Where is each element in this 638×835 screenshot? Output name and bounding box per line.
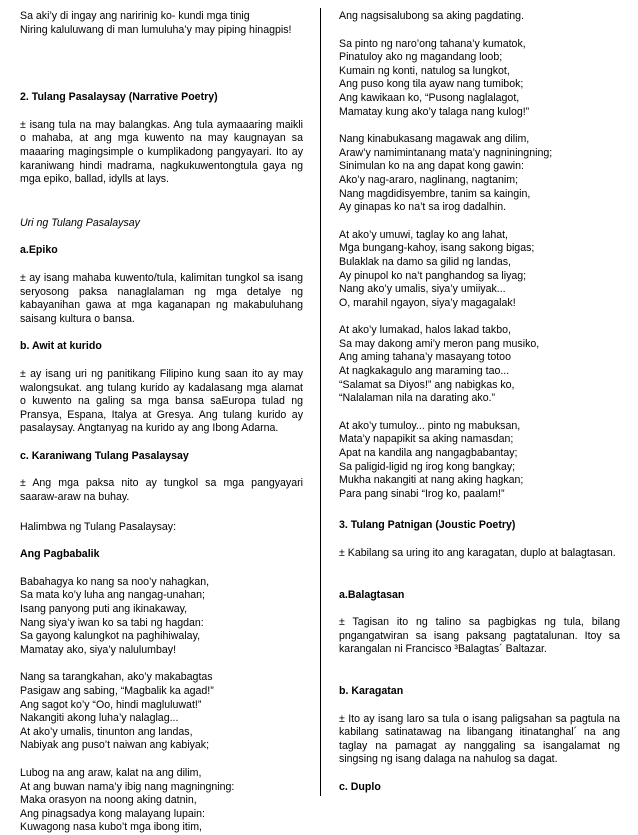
verse-line: Para pang sinabi “Irog ko, paalam!” [339,487,505,500]
karaniwang-heading: c. Karaniwang Tulang Pasalaysay [20,449,189,462]
verse-line: Ako’y nag-araro, naglinang, nagtanim; [339,173,519,186]
verse-line: “Salamat sa Diyos!” ang nabigkas ko, [339,378,515,391]
halimbawa-label: Halimbwa ng Tulang Pasalaysay: [20,520,177,533]
poem-title: Ang Pagbabalik [20,548,100,561]
verse-line: Sa mata ko’y luha ang nangag-unahan; [20,589,205,602]
verse-line: Nabiyak ang puso’t naiwan ang kabiyak; [20,739,210,752]
section-2-heading: 2. Tulang Pasalaysay (Narrative Poetry) [20,91,218,104]
verse-line: Sa paligid-ligid ng irog kong bangkay; [339,460,516,473]
verse-line: At ako’y umuwi, taglay ko ang lahat, [339,228,509,241]
right-column [339,10,620,795]
verse-line: Babahagya ko nang sa noo’y nahagkan, [20,575,210,588]
verse-line: Mukha nakangiti at nang aking hagkan; [339,474,524,487]
poem-stanza-7 [339,324,620,406]
verse-line: Mamatay kung ako’y talaga nang kulog!” [339,105,530,118]
verse-line: Nang siya’y iwan ko sa tabi ng hagdan: [20,616,204,629]
verse-line: O, marahil ngayon, siya’y magagalak! [339,296,516,309]
poem-continuation-line [339,10,620,24]
verse-line: Maka orasyon na noong aking datnin, [20,794,197,807]
verse-line: Mga bungang-kahoy, isang sakong bigas; [339,242,535,255]
verse-line: Nakangiti akong luha’y nalaglag... [20,712,179,725]
uri-heading: Uri ng Tulang Pasalaysay [20,216,140,229]
verse-line: Nang sa tarangkahan, ako’y makabagtas [20,671,213,684]
karaniwang-body: ± Ang mga paksa nito ay tungkol sa mga pangyayari saaraw-araw na buhay. [20,477,303,504]
section-2-body: ± isang tula na may balangkas. Ang tula aymaaaring maikli o mahaba, at ang mga kuwento na may kaugnayan sa maaaring magingsimple o kumplikadong pangyayari. Ito ay karaniwang hindi madrama, nagkukuwentongtula gaya ng mga epiko, ballad, idylls at lays. [20,118,303,186]
verse-line: Nang ako’y umalis, siya’y umiiyak... [339,283,506,296]
verse-line: Sinimulan ko na ang dapat kong gawin: [339,160,524,173]
intro-verse [20,10,303,37]
section-3-heading: 3. Tulang Patnigan (Joustic Poetry) [339,519,516,532]
epiko-heading: a.Epiko [20,244,58,257]
balagtasan-heading: a.Balagtasan [339,588,405,601]
verse-line: Mata’y napapikit sa aking namasdan; [339,433,514,446]
poem-stanza-4 [339,38,620,120]
verse-line: Kumain ng konti, natulog sa lungkot, [339,64,510,77]
balagtasan-body: ± Tagisan ito ng talino sa pagbigkas ng tula, bilang pngangatwiran sa isang paksang pagtatalunan. Itoy sa karangalan ni Francisco ³Balagtas´ Baltazar. [339,616,620,656]
poem-stanza-3 [20,767,303,835]
verse-line: Mamatay ako, siya’y nalulumbay! [20,643,177,656]
verse-line: Ang sagot ko’y “Oo, hindi magluluwat!” [20,698,202,711]
verse-line: Pinatuloy ako ng magandang loob; [339,51,503,64]
left-column [20,10,303,835]
verse-line: Sa may dakong ami’y meron pang musiko, [339,337,540,350]
poem-stanza-1 [20,576,303,658]
verse-line: Ang pinagsadya kong malayang lupain: [20,807,205,820]
verse-line: Ay pinupol ko na’t panghandog sa liyag; [339,269,527,282]
section-3-body: ± Kabilang sa uring ito ang karagatan, duplo at balagtasan. [339,547,616,559]
verse-line: Ang kawikaan ko, “Pusong naglalagot, [339,91,520,104]
verse-line: Niring kaluluwang di man lumuluha’y may piping hinagpis! [20,23,292,36]
verse-line: Araw’y namimintanang mata’y nagniningning; [339,146,553,159]
verse-line: At ako’y tumuloy... pinto ng mabuksan, [339,419,521,432]
verse-line: Ang nagsisalubong sa aking pagdating. [339,10,524,22]
verse-line: “Nalalaman nila na darating ako.” [339,392,496,405]
poem-stanza-5 [339,133,620,215]
verse-line: Sa pinto ng naro’ong tahana’y kumatok, [339,37,526,50]
verse-line: Nang magdidisyembre, tanim sa kaingin, [339,187,531,200]
verse-line: Kuwagong nasa kubo’t mga ibong itim, [20,821,202,834]
verse-line: Ay ginapas ko na’t sa irog dadalhin. [339,201,507,214]
verse-line: Apat na kandila ang nangagbabantay; [339,447,518,460]
verse-line: Isang panyong puti ang ikinakaway, [20,603,188,616]
verse-line: At ako’y umalis, tinunton ang landas, [20,725,193,738]
karagatan-body: ± Ito ay isang laro sa tula o isang paligsahan sa pagtula na kabilang satinatawag na libangang itinatanghal´ na ang taglay na pamagat ay nanggaling sa isangalamat ng singsing ng isang dalaga na nahulog sa dagat. [339,712,620,766]
verse-line: At nagkakagulo ang maraming tao... [339,365,510,378]
verse-line: Ang aming tahana’y masayang totoo [339,351,511,364]
poem-stanza-6 [339,229,620,311]
column-divider [320,8,321,796]
verse-line: Nang kinabukasang magawak ang dilim, [339,133,530,146]
poem-stanza-2 [20,671,303,753]
duplo-heading: c. Duplo [339,780,381,793]
verse-line: Ang puso kong tila ayaw nang tumibok; [339,78,524,91]
verse-line: Sa aki’y di ingay ang naririnig ko- kundi mga tinig [20,10,250,22]
awit-body: ± ay isang uri ng panitikang Filipino kung saan ito ay may walongsukat. ang tulang kurido ay kadalasang mga alamat o kuwento na galing sa mga bansa saEuropa tulad ng Pransya, Espana, Italya at Gresya. Ang tulang kurido ay pasalaysay. Angtanyag na kurido ay ang Ibong Adarna. [20,367,303,435]
poem-stanza-8 [339,420,620,502]
verse-line: Sa gayong kalungkot na paghihiwalay, [20,630,201,643]
verse-line: Pasigaw ang sabing, “Magbalik ka agad!” [20,685,214,697]
awit-heading: b. Awit at kurido [20,340,102,353]
verse-line: Bulaklak na damo sa gilid ng landas, [339,255,511,268]
karagatan-heading: b. Karagatan [339,684,404,697]
verse-line: At ang buwan nama’y ibig nang magningning: [20,780,235,793]
verse-line: Lubog na ang araw, kalat na ang dilim, [20,766,202,779]
epiko-body: ± ay isang mahaba kuwento/tula, kalimitan tungkol sa isang seryosong paksa nanaglalaman ng mga detalye ng kabayanihan gawa at mga kaganapan ng makabuluhang saisang kultura o bansa. [20,271,303,325]
verse-line: At ako’y lumakad, halos lakad takbo, [339,324,511,337]
